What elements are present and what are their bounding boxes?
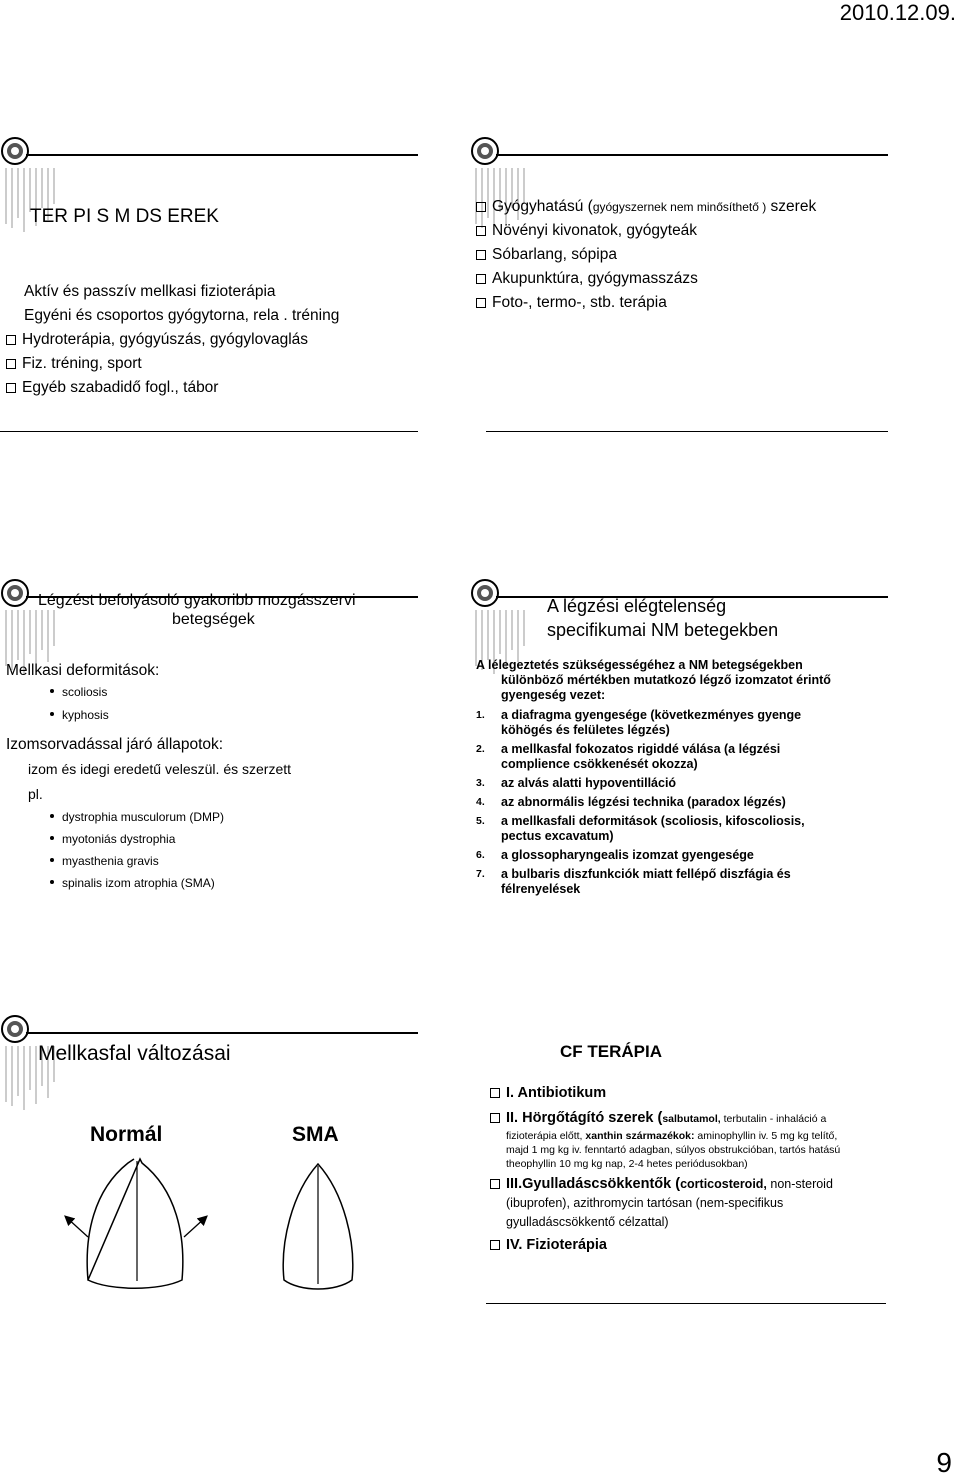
list-item — [50, 685, 107, 699]
item-text: Gyógyhatású ( — [492, 198, 593, 215]
print-date: 2010.12.09. — [839, 0, 956, 25]
slide-title: CF TERÁPIA — [560, 1042, 662, 1061]
university-seal-logo — [0, 136, 30, 166]
item-text: dystrophia musculorum (DMP) — [62, 810, 225, 824]
numbered-item — [476, 708, 876, 738]
slide-3 — [0, 574, 418, 914]
item-text: Aktív és passzív mellkasi fizioterápia — [24, 283, 276, 300]
numbered-item — [476, 848, 876, 863]
item-text: Egyéb szabadidő fogl., tábor — [22, 379, 219, 396]
item-text: szerek — [766, 198, 817, 215]
list-item — [476, 246, 617, 264]
normal-thorax-diagram — [60, 1155, 210, 1300]
item-text: myotoniás dystrophia — [62, 832, 176, 846]
item-text: Növényi kivonatok, gyógyteák — [492, 222, 698, 239]
body-text: izom és idegi eredetű veleszül. és szerzett — [28, 761, 292, 777]
item-text: complience csökkenését okozza) — [501, 757, 698, 771]
therapy-item — [490, 1176, 833, 1192]
item-text: az abnormális légzési technika (paradox légzés) — [501, 795, 786, 809]
item-text: az alvás alatti hypoventilláció — [501, 776, 677, 790]
label-normal: Normál — [90, 1123, 163, 1146]
bullet-icon — [50, 880, 54, 884]
list-item — [50, 876, 215, 890]
item-number: 7. — [476, 868, 485, 880]
label-sma: SMA — [292, 1123, 339, 1146]
item-heading: II. Hörgőtágító szerek ( — [506, 1110, 663, 1126]
university-seal-logo — [470, 578, 500, 608]
numbered-item — [476, 867, 876, 897]
item-number: 5. — [476, 815, 485, 827]
slide-title: specifikumai NM betegekben — [547, 620, 779, 640]
item-text: spinalis izom atrophia (SMA) — [62, 876, 215, 890]
item-text: Egyéni és csoportos gyógytorna, rela . tréning — [24, 307, 340, 324]
list-item — [476, 198, 816, 216]
item-text: non-steroid — [766, 1177, 833, 1191]
item-text-bold: corticosteroid, — [680, 1177, 767, 1191]
slide-header-rule — [26, 154, 418, 156]
university-seal-logo — [0, 578, 30, 608]
checkbox-icon — [476, 202, 486, 212]
list-item — [476, 270, 698, 288]
item-text: a mellkasfali deformitások (scoliosis, kifoscoliosis, — [501, 814, 805, 828]
therapy-item — [490, 1085, 606, 1101]
item-text: aminophyllin iv. 5 mg kg telítő, — [694, 1130, 838, 1142]
item-text: a mellkasfal fokozatos rigiddé válása (a légzési — [501, 742, 781, 756]
checkbox-icon — [6, 359, 16, 369]
intro-text: gyengeség vezet: — [501, 688, 606, 702]
slide-6 — [486, 1010, 886, 1310]
list-item — [476, 294, 667, 312]
university-seal-logo — [0, 1014, 30, 1044]
item-text: Sóbarlang, sópipa — [492, 246, 617, 263]
item-text: köhögés és felületes légzés) — [501, 723, 670, 737]
bullet-icon — [50, 712, 54, 716]
item-text: Hydroterápia, gyógyúszás, gyógylovaglás — [22, 331, 309, 348]
item-text-bold: xanthin származékok: — [585, 1130, 695, 1142]
item-text-bold: salbutamol, — [662, 1113, 721, 1125]
body-text: pl. — [28, 786, 43, 802]
slide-bottom-rule — [0, 431, 418, 432]
slide-4 — [470, 574, 888, 914]
checkbox-icon — [476, 274, 486, 284]
list-item — [50, 708, 109, 722]
list-item — [24, 307, 339, 325]
therapy-detail: gyulladáscsökkentő célzattal) — [506, 1215, 669, 1229]
item-number: 4. — [476, 796, 485, 808]
item-text: a bulbaris diszfunkciók miatt fellépő diszfágia és — [501, 867, 791, 881]
slide-title: Mellkasfal változásai — [38, 1042, 231, 1065]
bullet-icon — [50, 814, 54, 818]
item-text: scoliosis — [62, 685, 108, 699]
bullet-icon — [50, 858, 54, 862]
numbered-item — [476, 776, 876, 791]
slide-bottom-rule — [486, 431, 888, 432]
list-item — [6, 355, 142, 373]
item-text: I. Antibiotikum — [506, 1085, 607, 1101]
bullet-icon — [50, 689, 54, 693]
list-item — [6, 331, 308, 349]
checkbox-icon — [490, 1113, 500, 1123]
numbered-item — [476, 742, 876, 772]
therapy-detail: theophyllin 10 mg kg nap, 2-4 hetes periódusokban) — [506, 1158, 748, 1170]
university-seal-logo — [470, 136, 500, 166]
intro-text: A lélegeztetés szükségességéhez a NM betegségekben — [476, 658, 803, 672]
item-text-small: gyógyszernek nem minősíthető ) — [592, 200, 767, 214]
item-number: 6. — [476, 849, 485, 861]
sma-thorax-diagram — [270, 1158, 370, 1298]
slide-title: A légzési elégtelenség — [547, 596, 727, 616]
item-text: fizioterápia előtt, — [506, 1130, 586, 1142]
item-number: 2. — [476, 743, 485, 755]
item-heading: III.Gyulladáscsökkentők ( — [506, 1176, 681, 1192]
slide-5 — [0, 1010, 418, 1310]
item-text: kyphosis — [62, 708, 109, 722]
slide-title: TER PI S M DS EREK — [30, 206, 219, 227]
checkbox-icon — [6, 383, 16, 393]
checkbox-icon — [6, 335, 16, 345]
list-item — [50, 854, 159, 868]
checkbox-icon — [476, 226, 486, 236]
numbered-item — [476, 795, 876, 810]
page-number: 9 — [936, 1447, 952, 1478]
list-item — [476, 222, 697, 240]
section-heading: Izomsorvadással járó állapotok: — [6, 736, 224, 753]
item-text: Fiz. tréning, sport — [22, 355, 142, 372]
list-item — [6, 379, 218, 397]
item-text: pectus excavatum) — [501, 829, 614, 843]
slide-title: betegségek — [172, 611, 255, 628]
item-text: terbutalin - inhaláció a — [720, 1113, 827, 1125]
item-text: Akupunktúra, gyógymasszázs — [492, 270, 698, 287]
intro-text: különböző mértékben mutatkozó légző izomzatot érintő — [501, 673, 831, 687]
item-number: 3. — [476, 777, 485, 789]
slide-bottom-rule — [486, 1303, 886, 1304]
therapy-item — [490, 1110, 826, 1126]
list-item — [24, 283, 276, 301]
therapy-detail: (ibuprofen), azithromycin tartósan (nem-specifikus — [506, 1196, 784, 1210]
checkbox-icon — [490, 1240, 500, 1250]
slide-header-rule — [496, 154, 888, 156]
checkbox-icon — [476, 298, 486, 308]
checkbox-icon — [490, 1088, 500, 1098]
list-item — [50, 810, 224, 824]
slide-2 — [470, 132, 888, 432]
item-text: IV. Fizioterápia — [506, 1237, 607, 1253]
slide-title: Légzést befolyásoló gyakoribb mozgásszervi — [38, 592, 356, 609]
item-number: 1. — [476, 709, 485, 721]
item-text: a glossopharyngealis izomzat gyengesége — [501, 848, 754, 862]
checkbox-icon — [476, 250, 486, 260]
slide-header-rule — [26, 1032, 418, 1034]
numbered-item — [476, 814, 876, 844]
section-heading: Mellkasi deformitások: — [6, 662, 160, 679]
list-item — [50, 832, 175, 846]
item-text: Foto-, termo-, stb. terápia — [492, 294, 667, 311]
therapy-detail: majd 1 mg kg iv. fenntartó adagban, súlyos obstrukcióban, tartós hatású — [506, 1144, 841, 1156]
bullet-icon — [50, 836, 54, 840]
therapy-detail — [506, 1130, 837, 1142]
checkbox-icon — [490, 1179, 500, 1189]
item-text: myasthenia gravis — [62, 854, 159, 868]
item-text: félrenyelések — [501, 882, 581, 896]
therapy-item — [490, 1237, 607, 1253]
slide-1 — [0, 132, 418, 432]
item-text: a diafragma gyengesége (következményes gyenge — [501, 708, 802, 722]
